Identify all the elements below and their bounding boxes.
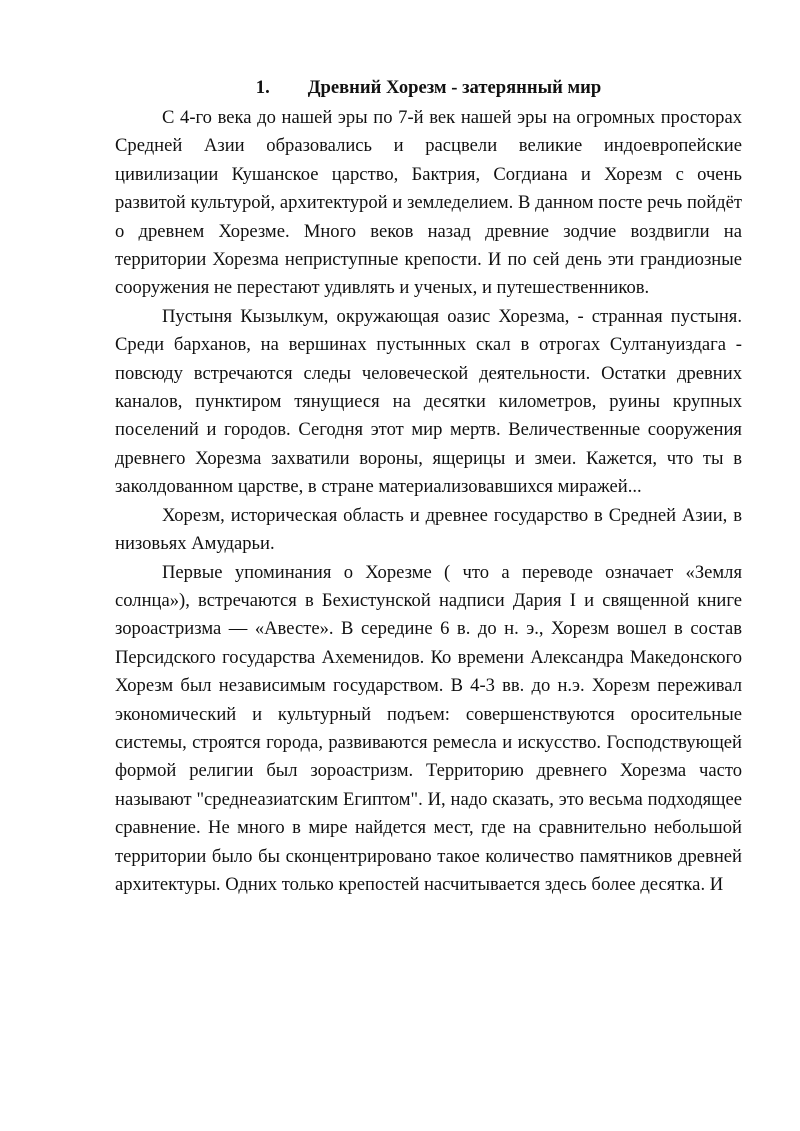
section-title: Древний Хорезм - затерянный мир	[307, 77, 602, 98]
paragraph-2: Пустыня Кызылкум, окружающая оазис Хорезма, - странная пустыня. Среди барханов, на вершинах пустынных скал в отрогах Султануиздага - повсюду встречаются следы человеческой деятельности. Остатки древних каналов, пунктиром тянущиеся на десятки километров, руины крупных поселений и городов. Сегодня этот мир мертв. Величественные сооружения древнего Хорезма захватили вороны, ящерицы и змеи. Кажется, что ты в заколдованном царстве, в стране материализовавшихся миражей...	[115, 305, 742, 498]
paragraph-3: Хорезм, историческая область и древнее государство в Средней Азии, в низовьях Амударьи.	[115, 504, 742, 555]
section-heading	[115, 74, 742, 102]
document-body	[115, 74, 742, 899]
section-number: 1.	[255, 77, 270, 98]
paragraph-1: С 4-го века до нашей эры по 7-й век нашей эры на огромных просторах Средней Азии образовались и расцвели великие индоевропейские цивилизации Кушанское царство, Бактрия, Согдиана и Хорезм с очень развитой культурой, архитектурой и земледелием. В данном посте речь пойдёт о древнем Хорезме. Много веков назад древние зодчие воздвигли на территории Хорезма неприступные крепости. И по сей день эти грандиозные сооружения не перестают удивлять и ученых, и путешественников.	[115, 107, 742, 299]
paragraph-4: Первые упоминания о Хорезме ( что а переводе означает «Земля солнца»), встречаются в Бехистунской надписи Дария I и священной книге зороастризма — «Авесте». В середине 6 в. до н. э., Хорезм вошел в состав Персидского государства Ахеменидов. Ко времени Александра Македонского Хорезм был независимым государством. В 4-3 вв. до н.э. Хорезм переживал экономический и культурный подъем: совершенствуются оросительные системы, строятся города, развиваются ремесла и искусство. Господствующей формой религии был зороастризм. Территорию древнего Хорезма часто называют "среднеазиатским Египтом". И, надо сказать, это весьма подходящее сравнение. Не много в мире найдется мест, где на сравнительно небольшой территории было бы сконцентрировано такое количество памятников древней архитектуры. Одних только крепостей насчитывается здесь более десятка. И	[115, 561, 742, 895]
